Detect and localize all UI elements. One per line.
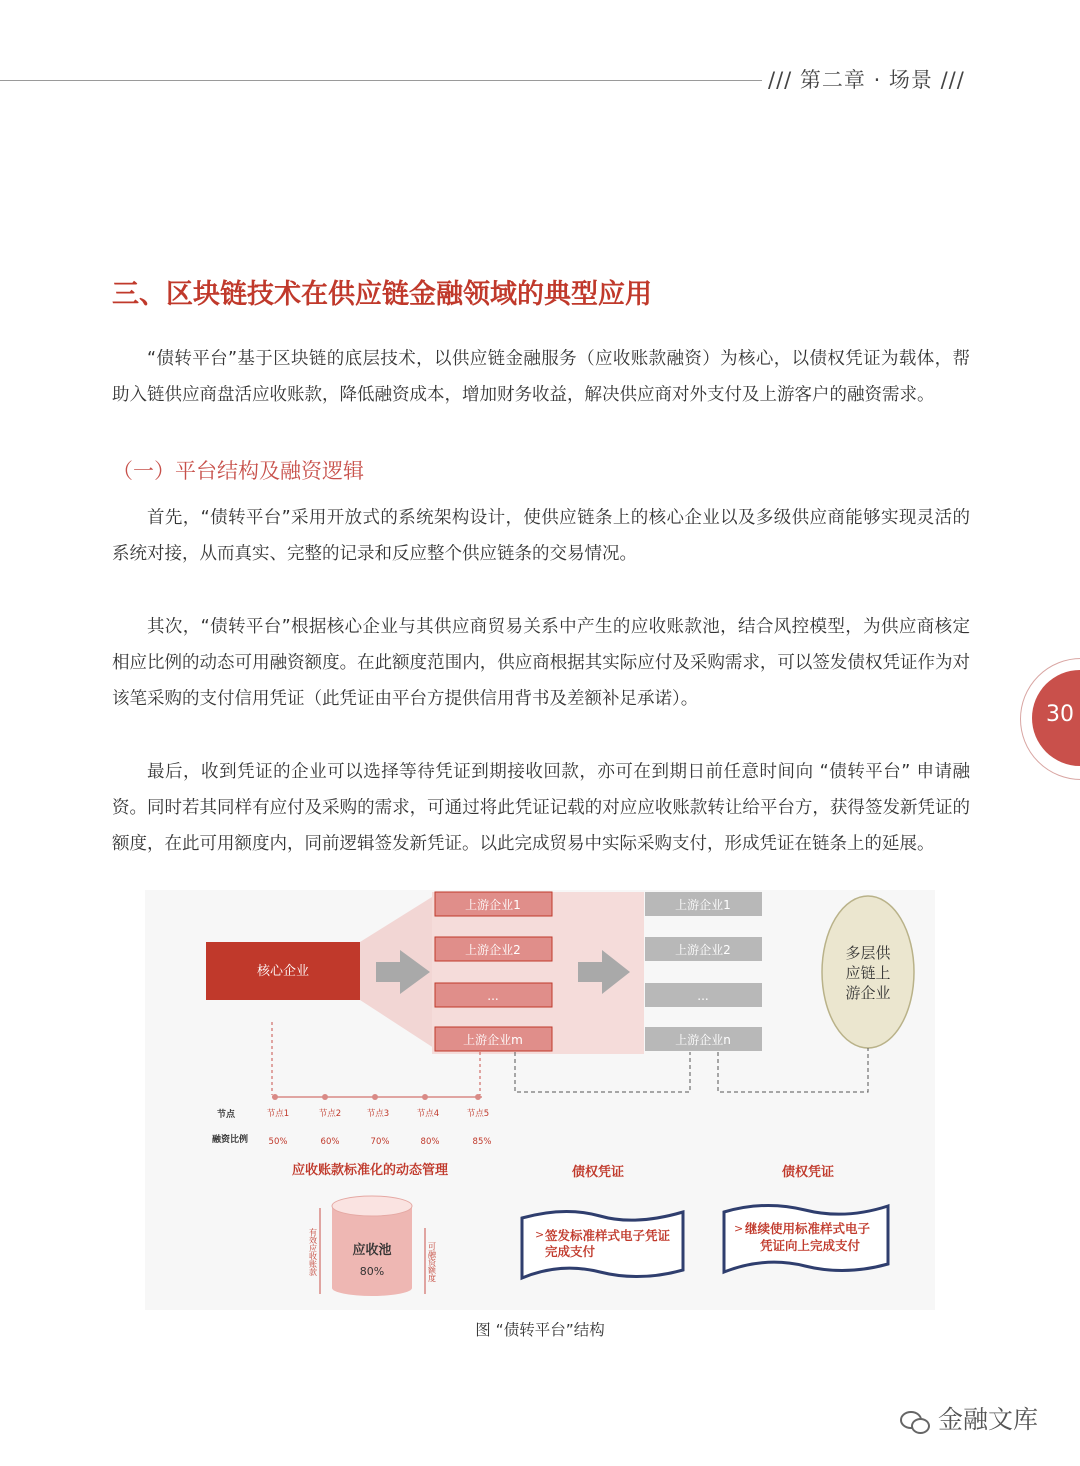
page-number: 30 [1046, 702, 1074, 727]
ellipse-line-3: 游企业 [845, 984, 891, 1002]
paragraph-2-text: 其次，“债转平台”根据核心企业与其供应商贸易关系中产生的应收账款池，结合风控模型，为供应商核定相应比例的动态可用融资额度。在此额度范围内，供应商根据其实际应付及采购需求，可以签发债权凭证作为对该笔采购的支付信用凭证（此凭证由平台方提供信用背书及差额补足承诺）。 [112, 617, 970, 709]
pool-title: 应收账款标准化的动态管理 [291, 1163, 449, 1178]
credit1-title: 债权凭证 [571, 1165, 625, 1180]
ratio-5: 85% [472, 1137, 492, 1147]
pool-name: 应收池 [352, 1243, 392, 1258]
chevron-right-icon: > [734, 1222, 744, 1235]
node-dot-4 [422, 1094, 428, 1100]
intro-text: “债转平台”基于区块链的底层技术，以供应链金融服务（应收账款融资）为核心，以债权凭证为载体，帮助入链供应商盘活应收账款，降低融资成本，增加财务收益，解决供应商对外支付及上游客户的融资需求。 [112, 349, 970, 405]
credit2-title: 债权凭证 [781, 1165, 835, 1180]
pool-value: 80% [359, 1265, 385, 1278]
watermark [900, 1400, 1038, 1436]
subsection-title: （一）平台结构及融资逻辑 [112, 459, 364, 483]
ratio-3: 70% [370, 1137, 390, 1147]
ellipse-line-2: 应链上 [845, 964, 891, 982]
upstream-label-m: 上游企业m [463, 1033, 523, 1047]
pool-right-label: 可融资额度 [427, 1242, 437, 1282]
upstream-label-2: 上游企业2 [465, 943, 521, 957]
node-dot-2 [322, 1094, 328, 1100]
chevron-right-icon: > [535, 1228, 545, 1241]
upstream-label-3: ... [487, 989, 499, 1003]
node-2: 节点2 [318, 1109, 342, 1119]
paragraph-1-text: 首先，“债转平台”采用开放式的系统架构设计，使供应链条上的核心企业以及多级供应商能够实现灵活的系统对接，从而真实、完整的记录和反应整个供应链条的交易情况。 [112, 508, 970, 564]
node-1: 节点1 [266, 1109, 290, 1119]
ratio-4: 80% [420, 1137, 440, 1147]
ratio-label: 融资比例 [211, 1135, 249, 1145]
wechat-icon [900, 1409, 930, 1433]
figure-caption: 图 “债转平台”结构 [475, 1321, 605, 1339]
node-3: 节点3 [366, 1109, 390, 1119]
node-dot-1 [272, 1094, 278, 1100]
section-title: 三、区块链技术在供应链金融领域的典型应用 [112, 279, 652, 310]
node-5: 节点5 [466, 1109, 490, 1119]
paragraph-3-text: 最后，收到凭证的企业可以选择等待凭证到期接收回款，亦可在到期日前任意时间向 “债转平台” 申请融资。同时若其同样有应付及采购的需求，可通过将此凭证记载的对应应收账款转让给平台方，获得签发新凭证的额度，在此可用额度内，同前逻辑签发新凭证。以此完成贸易中实际采购支付，形成凭证在链条上的延展。 [112, 762, 970, 854]
upstream-gray-label-3: ... [697, 989, 709, 1003]
credit1-line-2: 完成支付 [545, 1244, 596, 1259]
watermark-text: 金融文库 [937, 1405, 1038, 1434]
credit2-line-2: 凭证向上完成支付 [760, 1238, 861, 1253]
pool-cylinder-top [332, 1196, 412, 1216]
chapter-header: /// 第二章 · 场景 /// [768, 68, 965, 92]
ratio-1: 50% [268, 1137, 288, 1147]
upstream-gray-label-n: 上游企业n [675, 1033, 731, 1047]
node-4: 节点4 [416, 1109, 440, 1119]
ellipse-line-1: 多层供 [845, 944, 891, 962]
credit1-line-1: 签发标准样式电子凭证 [545, 1228, 671, 1243]
ratio-2: 60% [320, 1137, 340, 1147]
upstream-gray-label-2: 上游企业2 [675, 943, 731, 957]
core-enterprise-label: 核心企业 [256, 964, 310, 979]
node-dot-5 [475, 1094, 481, 1100]
upstream-gray-label-1: 上游企业1 [675, 898, 731, 912]
pool-left-label: 有效应收账款 [308, 1228, 318, 1276]
credit2-line-1: 继续使用标准样式电子 [745, 1221, 871, 1236]
upstream-label-1: 上游企业1 [465, 898, 521, 912]
pool-cylinder-bottom [332, 1280, 412, 1296]
node-label: 节点 [216, 1110, 236, 1120]
node-dot-3 [372, 1094, 378, 1100]
